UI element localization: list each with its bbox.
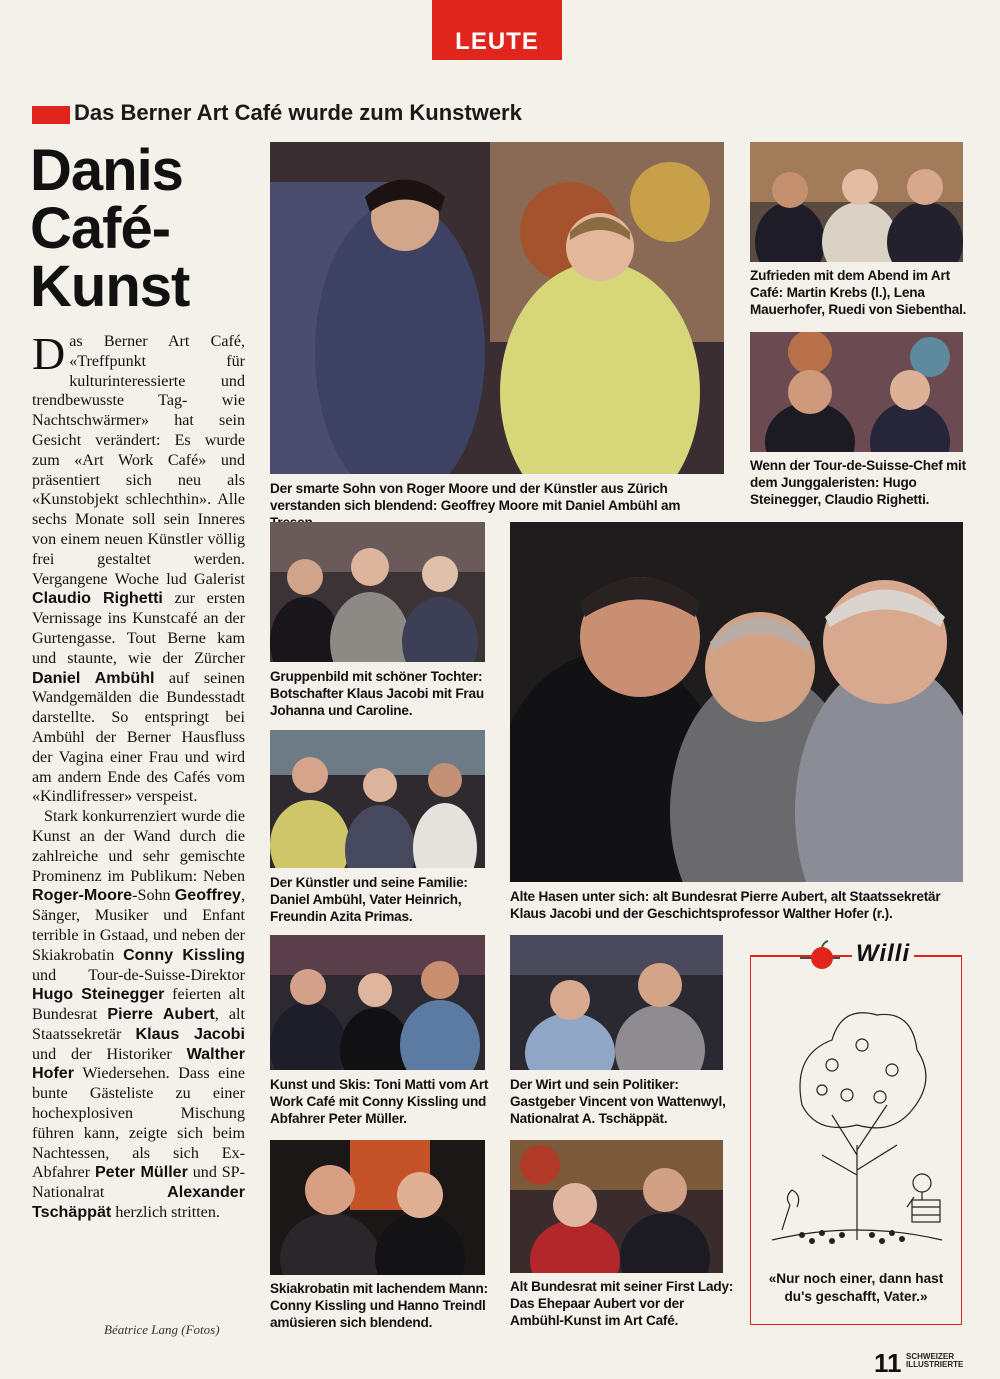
article-text-run: feierten alt Bundesrat: [32, 986, 245, 1024]
caption-skiakro: Skiakrobatin mit lachendem Mann: Conny Kissling und Hanno Treindl amüsieren sich blendend.: [270, 1281, 488, 1330]
caption-hasen: Alte Hasen unter sich: alt Bundesrat Pierre Aubert, alt Staatssekretär Klaus Jacobi und der Geschichtsprofessor Walther Hofer (r.).: [510, 889, 941, 921]
photo-credit: Béatrice Lang (Fotos): [104, 1322, 220, 1337]
apple-arrow-icon: [800, 938, 840, 974]
photo-hasen: [510, 522, 963, 882]
name-highlight: Walther Hofer: [32, 1044, 245, 1083]
headline: [30, 138, 260, 319]
willi-quote: «Nur noch einer, dann hast du's geschafft, Vater.»: [768, 1271, 944, 1304]
name-highlight: Roger-Moore: [32, 886, 133, 905]
name-highlight: Pierre Aubert: [107, 1005, 215, 1024]
caption-group: Gruppenbild mit schöner Tochter: Botschafter Klaus Jacobi mit Frau Johanna und Caroline.: [270, 669, 484, 718]
article-text-run: Stark konkurrenziert wurde die Kunst an der Wand durch die zahlreiche und sehr gemischte Prominenz im Publikum: Neben: [32, 808, 245, 885]
magazine-name-line-1: SCHWEIZER: [906, 1352, 954, 1361]
willi-cartoon: [762, 985, 952, 1255]
caption-family: Der Künstler und seine Familie: Daniel Ambühl, Vater Heinrich, Freundin Azita Primas.: [270, 875, 468, 924]
photo-family: [270, 730, 485, 868]
article-text-run: zur ersten Vernissage ins Kunstcafé an der Gurtengasse. Tout Berne kam und staunte, wie der Zürcher: [32, 590, 245, 667]
photo-top-right-2: [750, 332, 963, 452]
kicker: Das Berner Art Café wurde zum Kunstwerk: [74, 100, 522, 125]
name-highlight: Hugo Steinegger: [32, 985, 165, 1004]
article-text-run: und der Historiker: [32, 1045, 187, 1063]
headline-line-2: Café-: [30, 196, 171, 261]
dropcap: D: [32, 328, 66, 379]
photo-skiakro: [270, 1140, 485, 1275]
name-highlight: Daniel Ambühl: [32, 668, 155, 687]
photo-aubert: [510, 1140, 723, 1273]
paragraph-1-text: [32, 328, 245, 806]
paragraph-2-text: [32, 808, 245, 1221]
photo-main: [270, 142, 724, 474]
name-highlight: Alexander Tschäppät: [32, 1183, 245, 1222]
article-text-run: auf seinen Wandgemälden die Bundesstadt darstellte. So entspringt bei Ambühl der Berner Hausfluss der Vagina einer Frau und wird am andern Ende des Cafés vom «Kindlifresser» verspeist.: [32, 669, 245, 806]
magazine-name: [906, 1353, 963, 1369]
photo-top-right-1: [750, 142, 963, 262]
name-highlight: Claudio Righetti: [32, 589, 163, 608]
caption-main: Der smarte Sohn von Roger Moore und der Künstler aus Zürich verstanden sich blendend: Geoffrey Moore mit Daniel Ambühl am: [270, 481, 681, 513]
caption-top-right-2: Wenn der Tour-de-Suisse-Chef mit dem Junggaleristen: Hugo Steinegger, Claudio Righetti.: [750, 458, 966, 507]
name-highlight: Conny Kissling: [123, 945, 245, 964]
caption-skis: Kunst und Skis: Toni Matti vom Art Work Café mit Conny Kissling und Abfahrer Peter Müller.: [270, 1077, 489, 1126]
headline-line-3: Kunst: [30, 254, 190, 319]
photo-skis: [270, 935, 485, 1070]
name-highlight: Klaus Jacobi: [135, 1024, 245, 1043]
willi-label: Willi: [852, 940, 914, 968]
headline-line-1: Danis: [30, 138, 183, 203]
article-paragraph-1: [32, 328, 245, 807]
article-text-run: , Sänger, Musiker und Enfant terrible in Gstaad, und neben der Skiakrobatin: [32, 887, 245, 964]
article-paragraph-2: [32, 807, 245, 1223]
article-body: [32, 328, 245, 1223]
article-text-run: herzlich stritten.: [111, 1204, 220, 1222]
article-text-run: , alt Staatssekretär: [32, 1006, 245, 1043]
article-text-run: -Sohn: [132, 887, 175, 905]
caption-aubert: Alt Bundesrat mit seiner First Lady: Das Ehepaar Aubert vor der Ambühl-Kunst im Art Café.: [510, 1279, 734, 1328]
article-text-run: as Berner Art Café, «Treffpunkt für kulturinteressierte und trendbewusste Tag- wie Nachtschwärmer» hat sein Gesicht verändert: Es wurde zum «Art Work Café» und präsentiert sich neu als «Kunstobjekt schlechthin». Alle sechs Monate soll sein Inneres von einem neuen Künstler völlig frei gestaltet werden. Vergangene Woche lud Galerist: [32, 333, 245, 588]
name-highlight: Geoffrey: [174, 886, 241, 905]
photo-group: [270, 522, 485, 662]
caption-wirt: Der Wirt und sein Politiker: Gastgeber Vincent von Wattenwyl, Nationalrat A. Tschäppät.: [510, 1077, 726, 1126]
magazine-name-line-2: ILLUSTRIERTE: [906, 1360, 964, 1369]
article-text-run: und SP-Nationalrat: [32, 1164, 245, 1202]
kicker-bar: [32, 106, 70, 124]
article-text-run: Wiedersehen. Dass eine bunte Gästeliste zu einer hochexplosiven Mischung führen kann, zeigte sich beim Nachtessen, als sich Ex-Abfahrer: [32, 1065, 245, 1182]
section-tag: LEUTE: [432, 0, 562, 60]
article-text-run: und Tour-de-Suisse-Direktor: [32, 966, 245, 984]
photo-wirt: [510, 935, 723, 1070]
caption-top-right-1: Zufrieden mit dem Abend im Art Café: Martin Krebs (l.), Lena Mauerhofer, Ruedi von Siebenthal.: [750, 268, 967, 317]
name-highlight: Peter Müller: [94, 1163, 188, 1182]
page-number: 11: [874, 1348, 902, 1378]
